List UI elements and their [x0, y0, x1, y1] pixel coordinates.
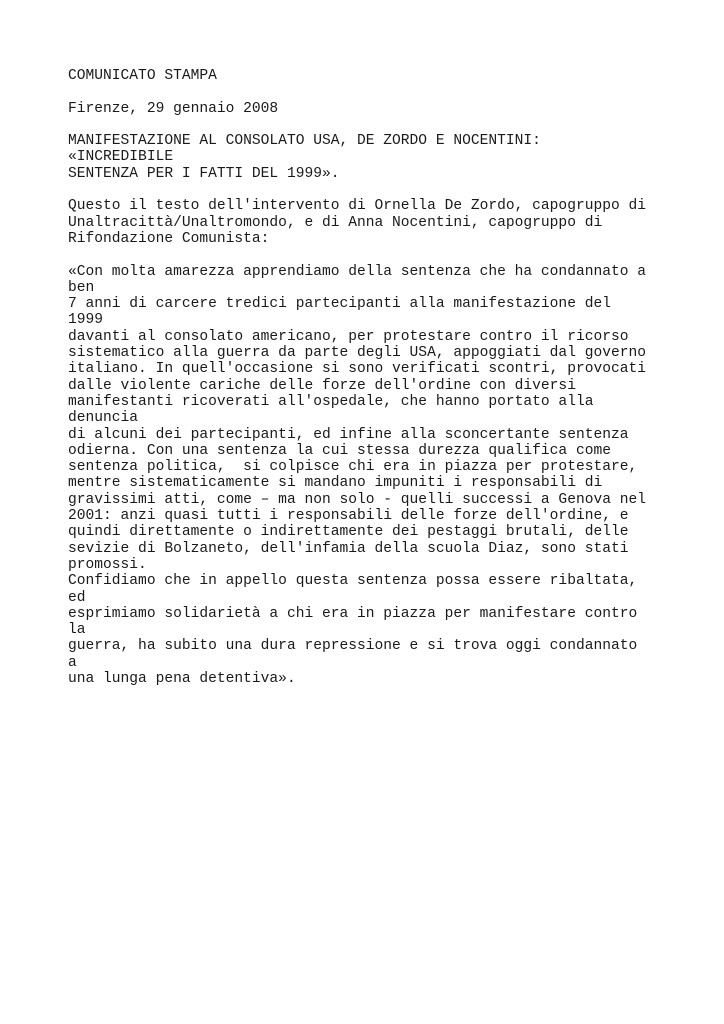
intro-line: Questo il testo dell'intervento di Ornella De Zordo, capogruppo di	[68, 198, 647, 215]
statement-line: sevizie di Bolzaneto, dell'infamia della scuola Diaz, sono stati	[68, 540, 629, 557]
intro-line: Unaltracittà/Unaltromondo, e di Anna Nocentini, capogruppo di	[68, 214, 603, 231]
statement-line: 7 anni di carcere tredici partecipanti alla manifestazione del	[68, 296, 611, 313]
statement-line: promossi.	[68, 556, 147, 573]
statement-line: Confidiamo che in appello questa sentenza possa essere ribaltata,	[68, 573, 638, 590]
statement-line: 2001: anzi quasi tutti i responsabili delle forze dell'ordine, e	[68, 508, 629, 525]
headline-line: MANIFESTAZIONE AL CONSOLATO USA, DE ZORDO E NOCENTINI:	[68, 133, 541, 150]
blank-line	[68, 182, 708, 198]
statement-line: una lunga pena detentiva».	[68, 670, 296, 687]
statement-line: mentre sistematicamente si mandano impuniti i responsabili di	[68, 475, 603, 492]
dateline: Firenze, 29 gennaio 2008	[68, 100, 279, 117]
statement-line: sentenza politica, si colpisce chi era in piazza per protestare,	[68, 459, 638, 476]
intro-paragraph	[68, 198, 708, 247]
statement-line: guerra, ha subito una dura repressione e si trova oggi condannato	[68, 638, 638, 655]
statement-line: «Con molta amarezza apprendiamo della sentenza che ha condannato a	[68, 263, 647, 280]
headline	[68, 133, 708, 182]
statement-line: ed	[68, 589, 86, 606]
statement-line: davanti al consolato americano, per protestare contro il ricorso	[68, 328, 629, 345]
statement-line: esprimiamo solidarietà a chi era in piazza per manifestare contro	[68, 605, 638, 622]
statement-line: gravissimi atti, come – ma non solo - quelli successi a Genova nel	[68, 491, 647, 508]
statement-line: 1999	[68, 312, 104, 329]
statement-line: odierna. Con una sentenza la cui stessa durezza qualifica come	[68, 442, 611, 459]
intro-line: Rifondazione Comunista:	[68, 230, 270, 247]
statement-paragraph	[68, 264, 708, 688]
headline-line: «INCREDIBILE	[68, 149, 174, 166]
statement-line: a	[68, 654, 77, 671]
statement-line: manifestanti ricoverati all'ospedale, che hanno portato alla	[68, 393, 594, 410]
blank-line	[68, 247, 708, 263]
statement-line: di alcuni dei partecipanti, ed infine alla sconcertante sentenza	[68, 426, 629, 443]
statement-line: denuncia	[68, 410, 139, 427]
statement-line: ben	[68, 279, 95, 296]
statement-line: quindi direttamente o indirettamente dei pestaggi brutali, delle	[68, 524, 629, 541]
press-release-body	[68, 68, 708, 687]
blank-line	[68, 117, 708, 133]
statement-line: dalle violente cariche delle forze dell'ordine con diversi	[68, 377, 576, 394]
statement-line: la	[68, 622, 86, 639]
press-release-label: COMUNICATO STAMPA	[68, 68, 217, 84]
statement-line: sistematico alla guerra da parte degli USA, appoggiati dal governo	[68, 345, 647, 362]
blank-line	[68, 84, 708, 100]
statement-line: italiano. In quell'occasione si sono verificati scontri, provocati	[68, 361, 647, 378]
headline-line: SENTENZA PER I FATTI DEL 1999».	[68, 165, 340, 182]
